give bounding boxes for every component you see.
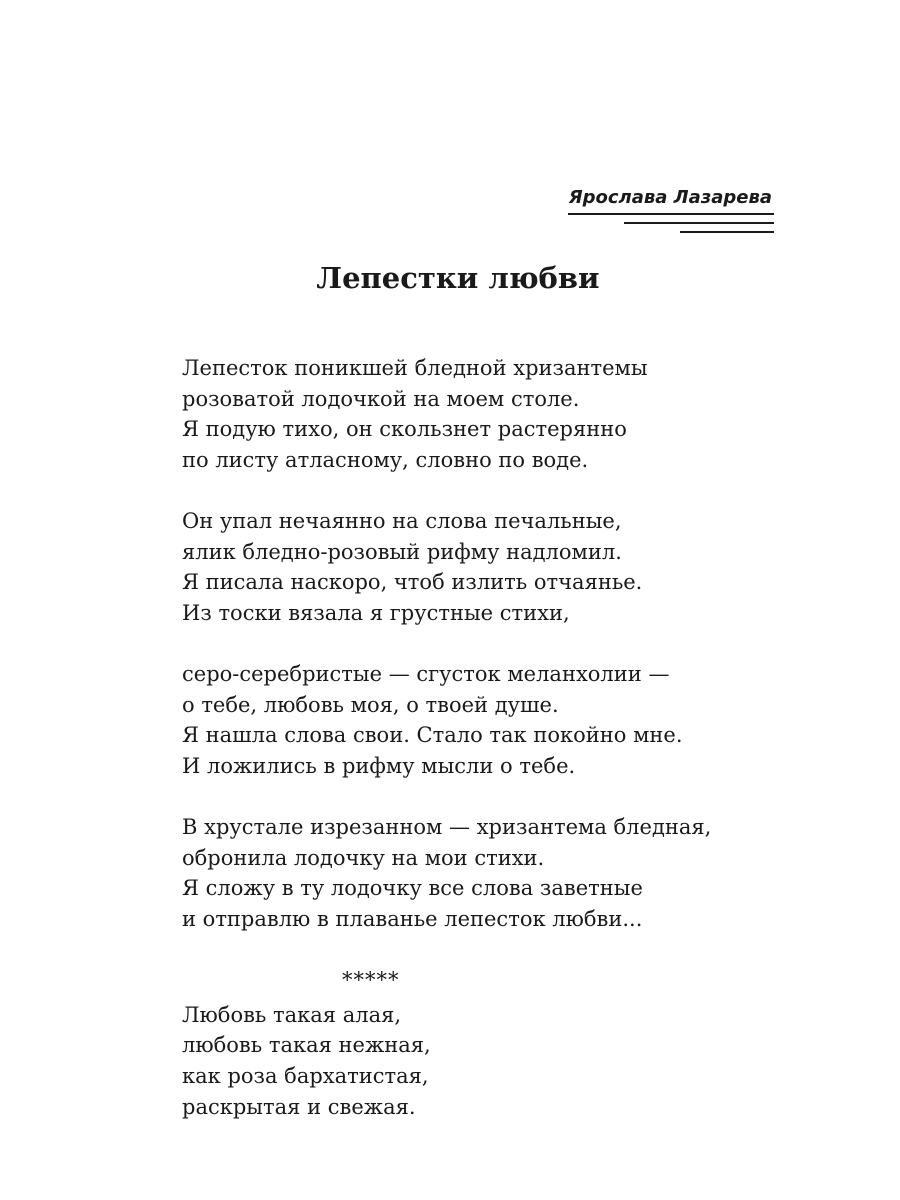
poem-line: и отправлю в плаванье лепесток любви... — [182, 906, 643, 931]
author-underline-rule-3 — [680, 231, 774, 233]
poem-line: о тебе, любовь моя, о твоей душе. — [182, 692, 559, 717]
author-header — [560, 184, 774, 212]
poem-line: розоватой лодочкой на моем столе. — [182, 386, 580, 411]
poem-line: Лепесток поникшей бледной хризантемы — [182, 356, 648, 380]
stanza-4 — [182, 812, 862, 934]
stanza-2 — [182, 506, 862, 628]
poem-line: Я подую тихо, он скользнет растерянно — [182, 417, 627, 442]
poem-separator: ***** — [342, 967, 400, 992]
author-underline-rule-1 — [568, 213, 774, 215]
poem-line: по листу атласному, словно по воде. — [182, 447, 589, 472]
poem-line: Он упал нечаянно на слова печальные, — [182, 508, 622, 533]
poem-line: обронила лодочку на мои стихи. — [182, 845, 545, 870]
poem-line: раскрытая и свежая. — [182, 1094, 416, 1119]
second-poem-stanza — [182, 1000, 862, 1122]
poem-line: Я нашла слова свои. Стало так покойно мне. — [182, 723, 683, 748]
poem-line: Я сложу в ту лодочку все слова заветные — [182, 876, 643, 901]
poem-line: серо-серебристые — сгусток меланхолии — — [182, 661, 670, 686]
author-underline-rule-2 — [624, 222, 774, 224]
poem-line: любовь такая нежная, — [182, 1033, 431, 1058]
poem-line: Я писала наскоро, чтоб излить отчаянье. — [182, 570, 643, 595]
poem-line: Любовь такая алая, — [182, 1002, 402, 1027]
poem-body — [182, 353, 862, 1153]
poem-line: Из тоски вязала я грустные стихи, — [182, 600, 570, 625]
poem-line: как роза бархатистая, — [182, 1064, 429, 1089]
poem-line: И ложились в рифму мысли о тебе. — [182, 753, 576, 778]
author-name: Ярослава Лазарева — [568, 187, 772, 208]
poem-line: ялик бледно-розовый рифму надломил. — [182, 539, 622, 564]
poem-line: В хрустале изрезанном — хризантема бледная, — [182, 814, 712, 839]
stanza-3 — [182, 659, 862, 781]
stanza-1 — [182, 353, 862, 475]
poem-title: Лепестки любви — [316, 261, 600, 295]
